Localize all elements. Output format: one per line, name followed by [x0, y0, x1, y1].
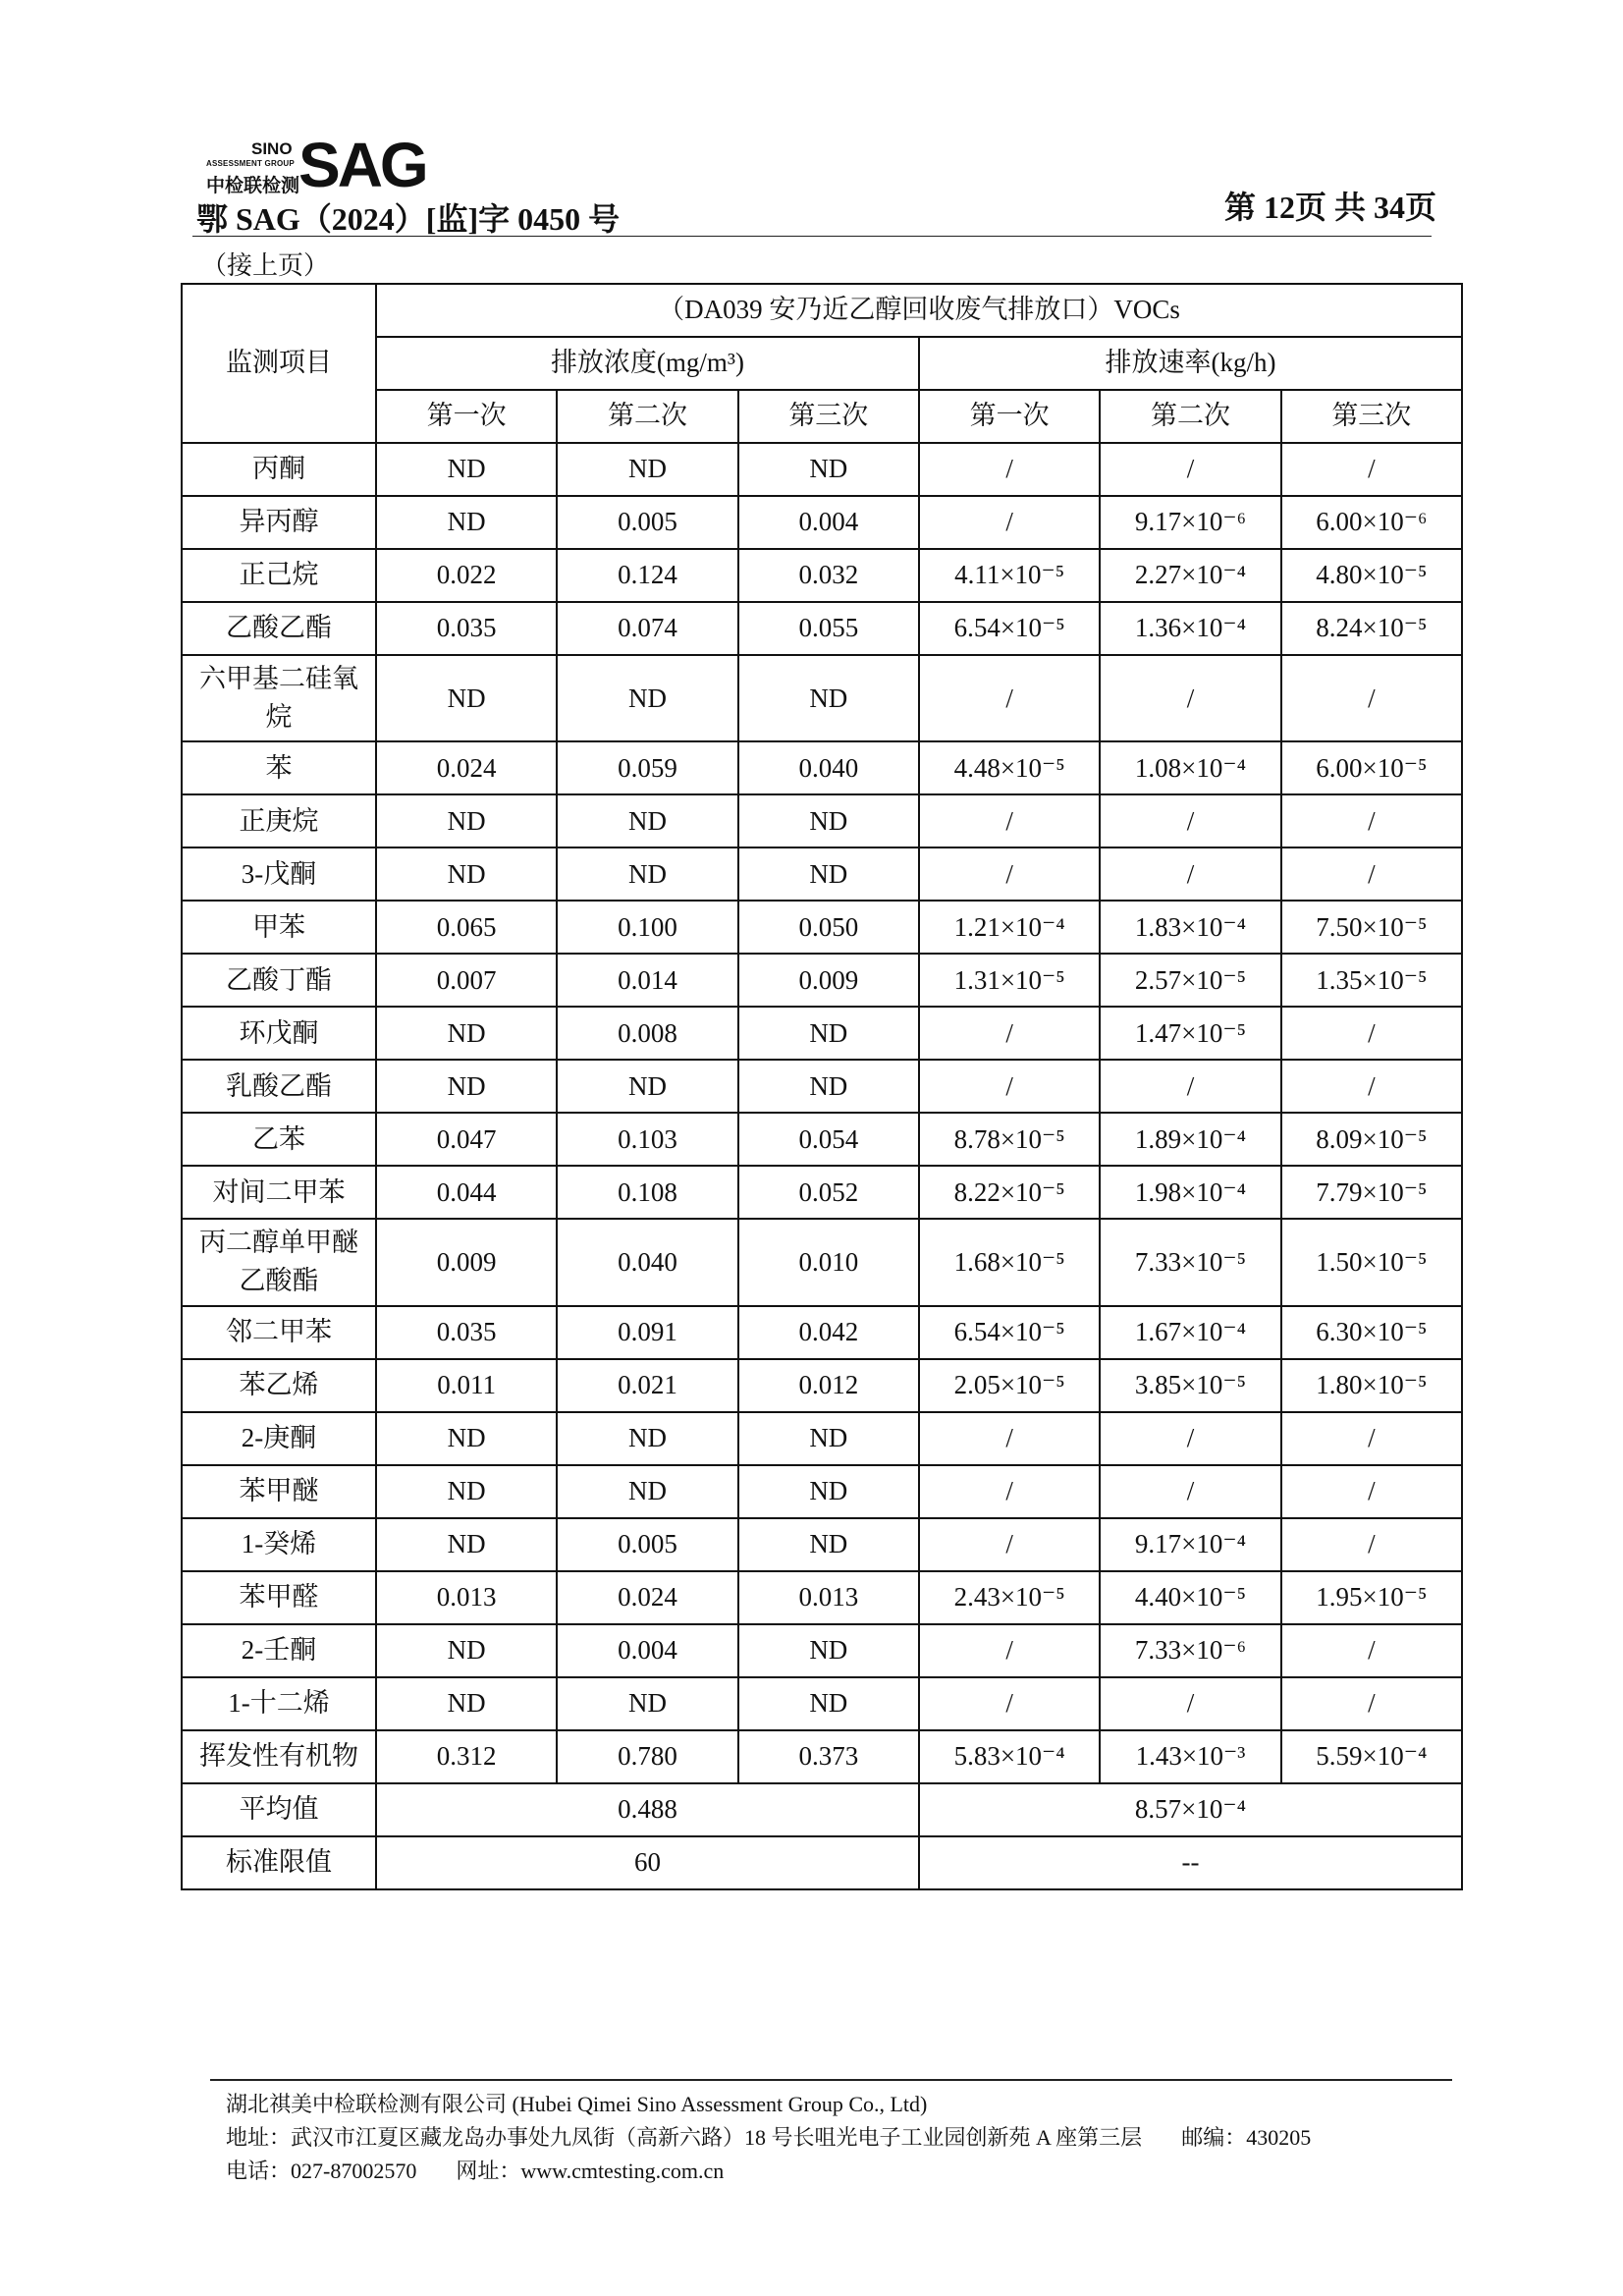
concentration-cell: ND [376, 794, 557, 847]
rate-cell: 1.08×10⁻⁴ [1100, 741, 1280, 794]
concentration-cell: ND [738, 443, 919, 496]
rate-cell: / [919, 1412, 1100, 1465]
item-cell: 丙酮 [182, 443, 376, 496]
rate-cell: 1.36×10⁻⁴ [1100, 602, 1280, 655]
rate-cell: / [1100, 655, 1280, 741]
table-row [182, 1007, 1462, 1060]
rate-cell: 2.43×10⁻⁵ [919, 1571, 1100, 1624]
item-cell: 乙酸丁酯 [182, 954, 376, 1007]
concentration-cell: 0.014 [557, 954, 737, 1007]
table-title: （DA039 安乃近乙醇回收废气排放口）VOCs [376, 284, 1462, 337]
rate-cell: / [1100, 847, 1280, 901]
rate-cell: 5.59×10⁻⁴ [1281, 1730, 1462, 1783]
concentration-cell: ND [376, 1465, 557, 1518]
rate-cell: / [1281, 655, 1462, 741]
rate-cell: / [1281, 1518, 1462, 1571]
rate-cell: / [1281, 443, 1462, 496]
item-cell: 苯甲醚 [182, 1465, 376, 1518]
concentration-cell: ND [738, 1465, 919, 1518]
rate-cell: / [1100, 1412, 1280, 1465]
concentration-cell: ND [738, 794, 919, 847]
concentration-cell: 0.055 [738, 602, 919, 655]
rate-cell: 6.54×10⁻⁵ [919, 1306, 1100, 1359]
rate-cell: 4.48×10⁻⁵ [919, 741, 1100, 794]
footer-company: 湖北祺美中检联检测有限公司 (Hubei Qimei Sino Assessment Group Co., Ltd) [226, 2092, 928, 2116]
rate-cell: / [919, 443, 1100, 496]
concentration-cell: 0.024 [376, 741, 557, 794]
concentration-cell: 0.011 [376, 1359, 557, 1412]
concentration-cell: ND [557, 655, 737, 741]
concentration-cell: 0.035 [376, 1306, 557, 1359]
document-number: 鄂 SAG（2024）[监]字 0450 号 [196, 201, 621, 237]
rate-cell: / [919, 1677, 1100, 1730]
concentration-cell: ND [557, 443, 737, 496]
item-cell: 1-癸烯 [182, 1518, 376, 1571]
rate-cell: / [919, 655, 1100, 741]
rate-cell: 4.40×10⁻⁵ [1100, 1571, 1280, 1624]
concentration-cell: ND [738, 1518, 919, 1571]
concentration-cell: 0.052 [738, 1166, 919, 1219]
concentration-cell: ND [738, 1677, 919, 1730]
rate-cell: 6.54×10⁻⁵ [919, 602, 1100, 655]
table-row [182, 1113, 1462, 1166]
logo-sag-text: SAG [298, 130, 426, 200]
concentration-cell: 0.050 [738, 901, 919, 954]
item-cell: 1-十二烯 [182, 1677, 376, 1730]
rate-cell: / [1281, 1677, 1462, 1730]
concentration-cell: 0.035 [376, 602, 557, 655]
footer-address: 地址：武汉市江夏区藏龙岛办事处九凤街（高新六路）18 号长咀光电子工业园创新苑 A 座第三层 [226, 2125, 1143, 2150]
item-cell: 2-庚酮 [182, 1412, 376, 1465]
concentration-cell: 0.780 [557, 1730, 737, 1783]
item-cell: 正己烷 [182, 549, 376, 602]
table-row [182, 794, 1462, 847]
item-header: 监测项目 [182, 284, 376, 443]
table-row [182, 549, 1462, 602]
table-row [182, 1359, 1462, 1412]
rate-cell: / [1100, 443, 1280, 496]
rate-cell: 7.33×10⁻⁶ [1100, 1624, 1280, 1677]
table-row [182, 443, 1462, 496]
rate-cell: 1.89×10⁻⁴ [1100, 1113, 1280, 1166]
item-cell: 2-壬酮 [182, 1624, 376, 1677]
concentration-cell: 0.065 [376, 901, 557, 954]
table-row [182, 655, 1462, 741]
item-cell: 乙苯 [182, 1113, 376, 1166]
concentration-cell: 0.108 [557, 1166, 737, 1219]
rate-cell: 8.24×10⁻⁵ [1281, 602, 1462, 655]
rate-cell: 1.83×10⁻⁴ [1100, 901, 1280, 954]
logo-chinese-name: 中检联检测 [206, 175, 300, 196]
concentration-cell: ND [376, 1007, 557, 1060]
rate-cell: 1.43×10⁻³ [1100, 1730, 1280, 1783]
table-row [182, 1624, 1462, 1677]
item-cell: 异丙醇 [182, 496, 376, 549]
table-row [182, 1306, 1462, 1359]
rate-cell: / [919, 1465, 1100, 1518]
table-row [182, 1571, 1462, 1624]
rate-cell: 2.57×10⁻⁵ [1100, 954, 1280, 1007]
concentration-cell: ND [376, 1412, 557, 1465]
rate-cell: 1.47×10⁻⁵ [1100, 1007, 1280, 1060]
page-info: 第 12页 共 34页 [1223, 190, 1436, 225]
table-row [182, 954, 1462, 1007]
concentration-cell: ND [376, 847, 557, 901]
concentration-cell: 0.373 [738, 1730, 919, 1783]
concentration-run-header: 第一次 [376, 390, 557, 443]
rate-cell: 1.68×10⁻⁵ [919, 1219, 1100, 1305]
table-row [182, 1465, 1462, 1518]
rate-cell: 6.30×10⁻⁵ [1281, 1306, 1462, 1359]
concentration-run-header: 第二次 [557, 390, 737, 443]
rate-cell: 9.17×10⁻⁴ [1100, 1518, 1280, 1571]
concentration-cell: 0.124 [557, 549, 737, 602]
item-cell: 正庚烷 [182, 794, 376, 847]
concentration-cell: 0.042 [738, 1306, 919, 1359]
footer-address-line [226, 2121, 1311, 2152]
footer-website: 网址：www.cmtesting.com.cn [456, 2159, 725, 2183]
concentration-cell: 0.022 [376, 549, 557, 602]
concentration-cell: 0.103 [557, 1113, 737, 1166]
rate-cell: 4.11×10⁻⁵ [919, 549, 1100, 602]
rate-cell: 4.80×10⁻⁵ [1281, 549, 1462, 602]
concentration-cell: 0.074 [557, 602, 737, 655]
table-row [182, 602, 1462, 655]
concentration-cell: 0.032 [738, 549, 919, 602]
concentration-cell: 0.007 [376, 954, 557, 1007]
concentration-cell: ND [557, 847, 737, 901]
rate-cell: 6.00×10⁻⁶ [1281, 496, 1462, 549]
item-cell: 环戊酮 [182, 1007, 376, 1060]
concentration-cell: 0.013 [738, 1571, 919, 1624]
rate-cell: / [1281, 847, 1462, 901]
rate-cell: 5.83×10⁻⁴ [919, 1730, 1100, 1783]
rate-cell: / [919, 496, 1100, 549]
limit-row [182, 1836, 1462, 1889]
rate-cell: 7.79×10⁻⁵ [1281, 1166, 1462, 1219]
rate-cell: 3.85×10⁻⁵ [1100, 1359, 1280, 1412]
concentration-run-header: 第三次 [738, 390, 919, 443]
table-row [182, 901, 1462, 954]
concentration-cell: 0.100 [557, 901, 737, 954]
rate-cell: / [919, 847, 1100, 901]
concentration-cell: ND [738, 1060, 919, 1113]
table-row [182, 1219, 1462, 1305]
concentration-cell: 0.312 [376, 1730, 557, 1783]
rate-cell: / [919, 1007, 1100, 1060]
concentration-cell: 0.054 [738, 1113, 919, 1166]
rate-cell: 1.95×10⁻⁵ [1281, 1571, 1462, 1624]
item-cell: 乳酸乙酯 [182, 1060, 376, 1113]
concentration-cell: ND [557, 1060, 737, 1113]
average-concentration: 0.488 [376, 1783, 919, 1836]
concentration-cell: ND [557, 1677, 737, 1730]
rate-cell: / [1281, 794, 1462, 847]
concentration-cell: ND [738, 1624, 919, 1677]
rate-cell: / [1100, 1060, 1280, 1113]
item-cell: 苯甲醛 [182, 1571, 376, 1624]
logo-sino-text: SINO [251, 139, 293, 158]
header-divider [192, 236, 1432, 237]
table-row [182, 1412, 1462, 1465]
concentration-cell: ND [376, 1518, 557, 1571]
concentration-cell: 0.047 [376, 1113, 557, 1166]
concentration-cell: 0.005 [557, 496, 737, 549]
limit-concentration: 60 [376, 1836, 919, 1889]
concentration-header: 排放浓度(mg/m³) [376, 337, 919, 390]
rate-cell: 1.35×10⁻⁵ [1281, 954, 1462, 1007]
average-rate: 8.57×10⁻⁴ [919, 1783, 1462, 1836]
concentration-cell: 0.040 [557, 1219, 737, 1305]
footer-divider [210, 2079, 1452, 2081]
concentration-cell: 0.009 [738, 954, 919, 1007]
limit-rate: -- [919, 1836, 1462, 1889]
concentration-cell: 0.021 [557, 1359, 737, 1412]
concentration-cell: 0.004 [557, 1624, 737, 1677]
concentration-cell: ND [376, 1677, 557, 1730]
rate-cell: / [1281, 1412, 1462, 1465]
rate-cell: / [919, 1624, 1100, 1677]
table-row [182, 496, 1462, 549]
concentration-cell: 0.004 [738, 496, 919, 549]
rate-cell: 1.98×10⁻⁴ [1100, 1166, 1280, 1219]
concentration-cell: ND [738, 847, 919, 901]
concentration-cell: ND [738, 655, 919, 741]
rate-cell: / [1281, 1624, 1462, 1677]
concentration-cell: 0.044 [376, 1166, 557, 1219]
footer-contact-line [226, 2155, 724, 2185]
concentration-cell: ND [376, 1624, 557, 1677]
table-row [182, 1518, 1462, 1571]
concentration-cell: ND [738, 1007, 919, 1060]
rate-cell: 1.67×10⁻⁴ [1100, 1306, 1280, 1359]
voc-results-table [181, 283, 1463, 1890]
item-cell: 对间二甲苯 [182, 1166, 376, 1219]
rate-cell: 8.78×10⁻⁵ [919, 1113, 1100, 1166]
rate-cell: / [919, 794, 1100, 847]
rate-cell: / [919, 1060, 1100, 1113]
rate-cell: / [919, 1518, 1100, 1571]
rate-cell: 1.31×10⁻⁵ [919, 954, 1100, 1007]
item-cell: 甲苯 [182, 901, 376, 954]
rate-cell: 1.50×10⁻⁵ [1281, 1219, 1462, 1305]
item-cell: 挥发性有机物 [182, 1730, 376, 1783]
table-row [182, 741, 1462, 794]
logo-assessment-text: ASSESSMENT GROUP [206, 159, 295, 168]
rate-cell: 8.09×10⁻⁵ [1281, 1113, 1462, 1166]
rate-cell: / [1281, 1007, 1462, 1060]
concentration-cell: 0.024 [557, 1571, 737, 1624]
table-title-row [182, 284, 1462, 337]
rate-cell: / [1100, 1677, 1280, 1730]
concentration-cell: 0.059 [557, 741, 737, 794]
item-cell: 六甲基二硅氧烷 [182, 655, 376, 741]
rate-cell: / [1281, 1465, 1462, 1518]
item-cell: 丙二醇单甲醚乙酸酯 [182, 1219, 376, 1305]
rate-run-header: 第二次 [1100, 390, 1280, 443]
concentration-cell: ND [738, 1412, 919, 1465]
footer-postcode: 邮编：430205 [1181, 2125, 1312, 2150]
rate-cell: / [1100, 1465, 1280, 1518]
rate-cell: / [1281, 1060, 1462, 1113]
rate-cell: 2.27×10⁻⁴ [1100, 549, 1280, 602]
item-cell: 苯 [182, 741, 376, 794]
concentration-cell: 0.010 [738, 1219, 919, 1305]
rate-cell: 9.17×10⁻⁶ [1100, 496, 1280, 549]
concentration-cell: ND [376, 496, 557, 549]
item-cell: 3-戊酮 [182, 847, 376, 901]
table-row [182, 1060, 1462, 1113]
average-row [182, 1783, 1462, 1836]
item-cell: 乙酸乙酯 [182, 602, 376, 655]
table-row [182, 1677, 1462, 1730]
rate-cell: 6.00×10⁻⁵ [1281, 741, 1462, 794]
concentration-cell: 0.005 [557, 1518, 737, 1571]
concentration-cell: ND [557, 794, 737, 847]
concentration-cell: ND [376, 655, 557, 741]
item-cell: 苯乙烯 [182, 1359, 376, 1412]
average-label: 平均值 [182, 1783, 376, 1836]
table-row [182, 1166, 1462, 1219]
rate-cell: 7.33×10⁻⁵ [1100, 1219, 1280, 1305]
concentration-cell: 0.008 [557, 1007, 737, 1060]
rate-cell: 2.05×10⁻⁵ [919, 1359, 1100, 1412]
footer-phone: 电话：027-87002570 [226, 2159, 417, 2183]
continued-note: （接上页） [201, 251, 330, 280]
rate-cell: 1.21×10⁻⁴ [919, 901, 1100, 954]
concentration-cell: ND [557, 1412, 737, 1465]
table-row [182, 1730, 1462, 1783]
concentration-cell: 0.012 [738, 1359, 919, 1412]
concentration-cell: 0.009 [376, 1219, 557, 1305]
concentration-cell: 0.040 [738, 741, 919, 794]
rate-cell: 7.50×10⁻⁵ [1281, 901, 1462, 954]
rate-cell: 1.80×10⁻⁵ [1281, 1359, 1462, 1412]
concentration-cell: 0.013 [376, 1571, 557, 1624]
rate-header: 排放速率(kg/h) [919, 337, 1462, 390]
rate-cell: 8.22×10⁻⁵ [919, 1166, 1100, 1219]
concentration-cell: ND [557, 1465, 737, 1518]
concentration-cell: 0.091 [557, 1306, 737, 1359]
table-row [182, 847, 1462, 901]
limit-label: 标准限值 [182, 1836, 376, 1889]
concentration-cell: ND [376, 1060, 557, 1113]
item-cell: 邻二甲苯 [182, 1306, 376, 1359]
concentration-cell: ND [376, 443, 557, 496]
rate-run-header: 第三次 [1281, 390, 1462, 443]
rate-run-header: 第一次 [919, 390, 1100, 443]
rate-cell: / [1100, 794, 1280, 847]
